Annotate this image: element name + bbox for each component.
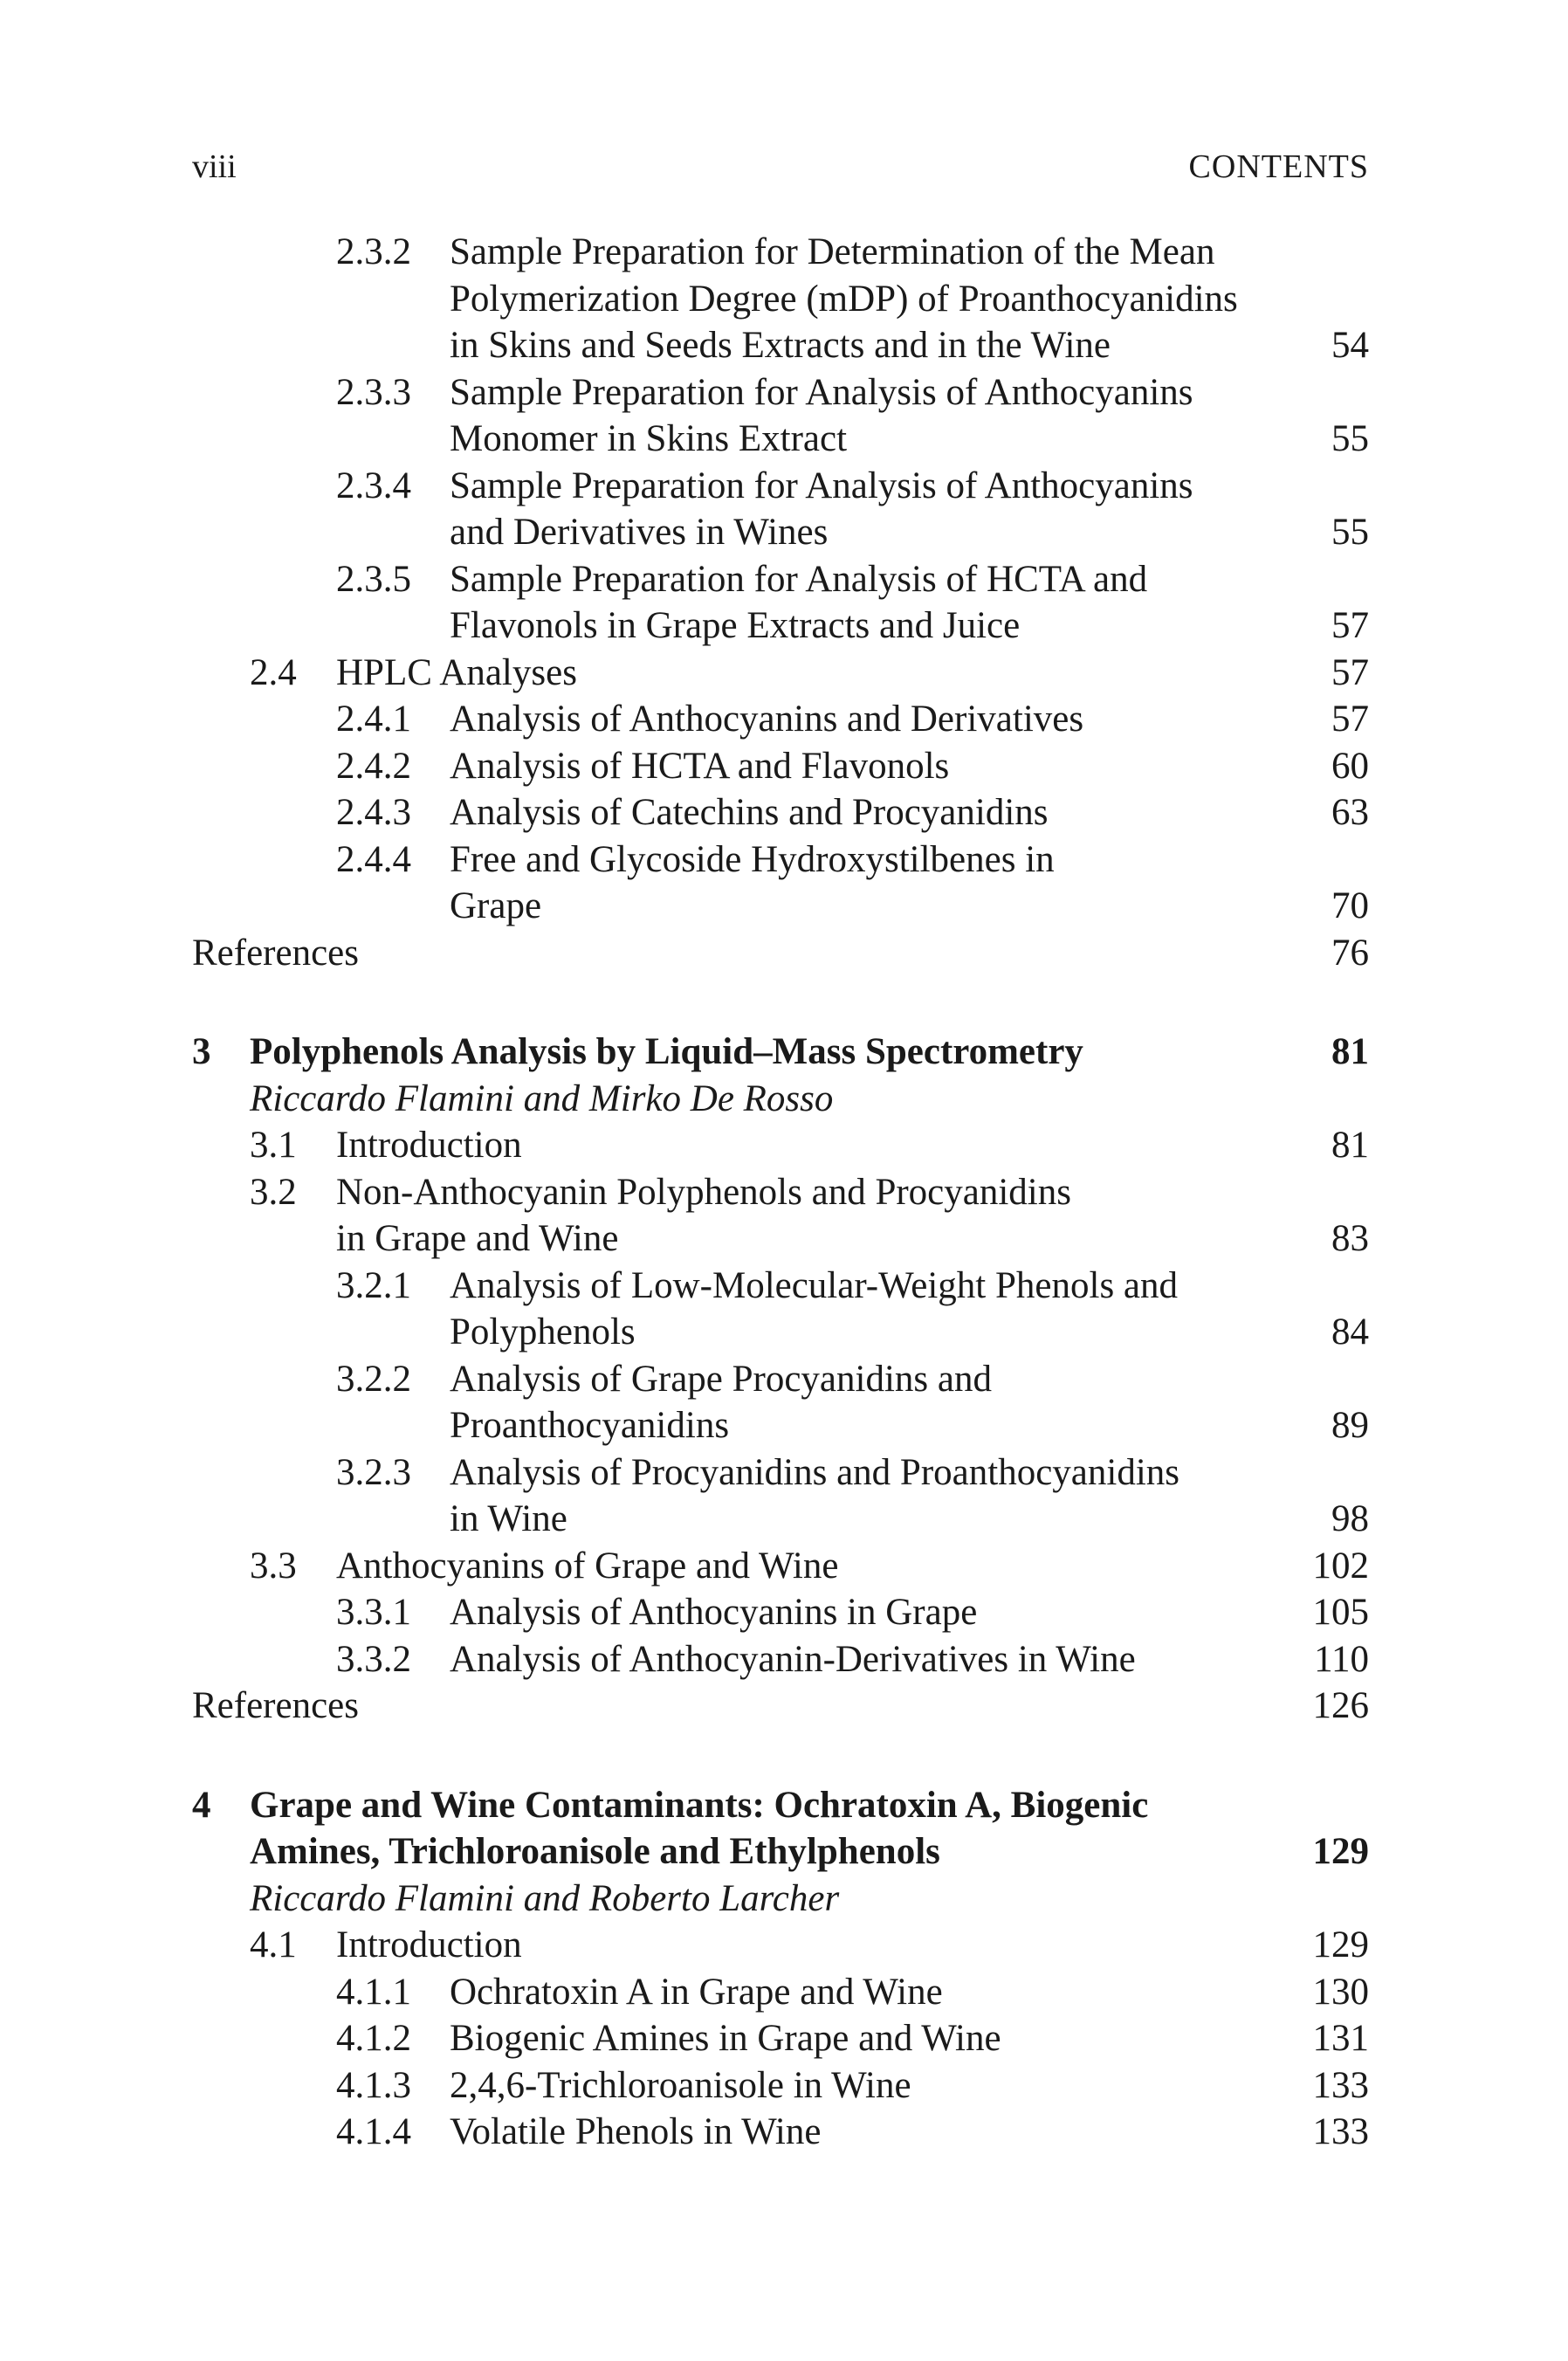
toc-line <box>192 836 1369 884</box>
toc-line <box>192 930 1369 977</box>
page-reference: 63 <box>1331 792 1369 833</box>
toc-line <box>192 1215 1369 1263</box>
page-reference: 57 <box>1331 651 1369 693</box>
section-title: Analysis of Grape Procyanidins and <box>450 1358 992 1400</box>
section-title: Biogenic Amines in Grape and Wine <box>450 2018 1001 2059</box>
toc-line <box>192 1828 1369 1876</box>
page-reference: 81 <box>1331 1125 1369 1166</box>
section-title: Grape <box>450 885 542 926</box>
section-number: 3.1 <box>250 1125 297 1166</box>
section-number: 3.2 <box>250 1171 297 1213</box>
page-reference: 102 <box>1312 1545 1369 1587</box>
section-title: Sample Preparation for Analysis of Anthocyanins <box>450 465 1193 506</box>
section-number: 2.4.3 <box>336 792 411 833</box>
section-title: Volatile Phenols in Wine <box>450 2111 822 2152</box>
section-title: 2,4,6-Trichloroanisole in Wine <box>450 2064 911 2106</box>
section-gap <box>192 976 1369 1029</box>
section-number: 2.4.4 <box>336 838 411 880</box>
toc-line <box>192 556 1369 603</box>
page-reference: 76 <box>1331 932 1369 974</box>
author-names: Riccardo Flamini and Mirko De Rosso <box>250 1077 834 1119</box>
section-title: References <box>192 932 359 974</box>
section-title: Analysis of Low-Molecular-Weight Phenols and <box>450 1264 1179 1306</box>
section-number: 4.1.3 <box>336 2064 411 2106</box>
section-title: Flavonols in Grape Extracts and Juice <box>450 605 1021 646</box>
toc-line <box>192 743 1369 790</box>
toc-entry <box>192 1969 1369 2016</box>
chapter-authors <box>192 1076 1369 1123</box>
toc-line <box>192 1263 1369 1310</box>
section-number: 2.4 <box>250 651 297 693</box>
toc-entry <box>192 1543 1369 1590</box>
page-reference: 133 <box>1312 2111 1369 2152</box>
toc-line <box>192 883 1369 930</box>
toc-line <box>192 1449 1369 1497</box>
toc-line <box>192 2015 1369 2062</box>
section-title: Analysis of Procyanidins and Proanthocyanidins <box>450 1451 1180 1493</box>
toc-entry <box>192 836 1369 930</box>
section-number: 4.1.4 <box>336 2111 411 2152</box>
toc-entry <box>192 789 1369 836</box>
section-number: 3 <box>192 1031 211 1072</box>
page-number: viii <box>192 148 237 185</box>
section-title: Introduction <box>336 1924 522 1965</box>
section-title: Anthocyanins of Grape and Wine <box>336 1545 839 1587</box>
toc-line <box>192 1922 1369 1969</box>
section-number: 2.4.1 <box>336 699 411 740</box>
page-reference: 54 <box>1331 325 1369 366</box>
page-reference: 129 <box>1312 1924 1369 1965</box>
section-title: Free and Glycoside Hydroxystilbenes in <box>450 838 1055 880</box>
section-title: Grape and Wine Contaminants: Ochratoxin A, Biogenic <box>250 1784 1149 1826</box>
toc-entry <box>192 743 1369 790</box>
toc-entry <box>192 556 1369 650</box>
toc-line <box>192 2062 1369 2110</box>
section-title: Analysis of Anthocyanins in Grape <box>450 1592 978 1633</box>
toc-line <box>192 509 1369 556</box>
section-title: in Skins and Seeds Extracts and in the Wine <box>450 325 1111 366</box>
section-gap <box>192 1730 1369 1782</box>
section-title: Analysis of Anthocyanins and Derivatives <box>450 699 1084 740</box>
section-title: References <box>192 1685 359 1726</box>
section-title: Polyphenols Analysis by Liquid–Mass Spectrometry <box>250 1031 1083 1072</box>
toc-entry <box>192 2109 1369 2156</box>
section-title: Analysis of Catechins and Procyanidins <box>450 792 1049 833</box>
section-title: Monomer in Skins Extract <box>450 418 848 459</box>
page-reference: 60 <box>1331 745 1369 787</box>
toc-line <box>192 2109 1369 2156</box>
section-title: Ochratoxin A in Grape and Wine <box>450 1971 943 2013</box>
toc-line <box>192 1076 1369 1123</box>
section-number: 2.4.2 <box>336 745 411 787</box>
toc-line <box>192 463 1369 510</box>
toc-entry <box>192 1449 1369 1543</box>
toc-line <box>192 322 1369 369</box>
section-title: Sample Preparation for Analysis of HCTA and <box>450 558 1148 600</box>
author-names: Riccardo Flamini and Roberto Larcher <box>250 1877 840 1919</box>
toc-line <box>192 696 1369 743</box>
section-title: in Grape and Wine <box>336 1218 619 1259</box>
page-reference: 57 <box>1331 699 1369 740</box>
page-reference: 130 <box>1312 1971 1369 2013</box>
toc-line <box>192 416 1369 463</box>
section-number: 3.2.2 <box>336 1358 411 1400</box>
toc-entry <box>192 696 1369 743</box>
toc-line <box>192 1969 1369 2016</box>
page-reference: 70 <box>1331 885 1369 926</box>
section-title: Non-Anthocyanin Polyphenols and Procyanidins <box>336 1171 1071 1213</box>
toc-line <box>192 602 1369 650</box>
section-number: 4.1.1 <box>336 1971 411 2013</box>
toc-line <box>192 1636 1369 1683</box>
page-reference: 126 <box>1312 1685 1369 1726</box>
toc-line <box>192 1876 1369 1923</box>
page-reference: 83 <box>1331 1218 1369 1259</box>
section-number: 3.2.3 <box>336 1451 411 1493</box>
toc-line <box>192 276 1369 323</box>
table-of-contents <box>192 229 1369 2156</box>
toc-line <box>192 650 1369 697</box>
section-number: 3.3.1 <box>336 1592 411 1633</box>
toc-line <box>192 1683 1369 1730</box>
chapter-authors <box>192 1876 1369 1923</box>
section-number: 4 <box>192 1784 211 1826</box>
page-reference: 133 <box>1312 2064 1369 2106</box>
section-number: 2.3.5 <box>336 558 411 600</box>
toc-line <box>192 1782 1369 1829</box>
chapter-heading <box>192 1029 1369 1076</box>
section-title: in Wine <box>450 1498 567 1539</box>
toc-line <box>192 1309 1369 1356</box>
section-title: Polymerization Degree (mDP) of Proanthocyanidins <box>450 278 1238 320</box>
section-number: 3.3 <box>250 1545 297 1587</box>
toc-entry <box>192 1169 1369 1263</box>
toc-line <box>192 1356 1369 1403</box>
toc-line <box>192 1122 1369 1169</box>
page-header <box>192 145 1369 189</box>
references-entry <box>192 930 1369 977</box>
page-reference: 84 <box>1331 1311 1369 1353</box>
running-head: CONTENTS <box>1188 148 1369 185</box>
toc-entry <box>192 1122 1369 1169</box>
section-number: 4.1.2 <box>336 2018 411 2059</box>
toc-entry <box>192 1589 1369 1636</box>
toc-entry <box>192 2062 1369 2110</box>
section-title: Sample Preparation for Determination of the Mean <box>450 231 1215 272</box>
page-reference: 98 <box>1331 1498 1369 1539</box>
section-number: 2.3.3 <box>336 371 411 413</box>
section-title: Amines, Trichloroanisole and Ethylphenols <box>250 1831 940 1872</box>
toc-entry <box>192 229 1369 369</box>
toc-entry <box>192 369 1369 463</box>
section-title: HPLC Analyses <box>336 651 577 693</box>
toc-entry <box>192 1356 1369 1449</box>
page-reference: 89 <box>1331 1405 1369 1446</box>
page-reference: 55 <box>1331 512 1369 553</box>
toc-entry <box>192 1636 1369 1683</box>
toc-line <box>192 1169 1369 1216</box>
section-number: 4.1 <box>250 1924 297 1965</box>
toc-line <box>192 1543 1369 1590</box>
section-title: Analysis of Anthocyanin-Derivatives in Wine <box>450 1638 1136 1680</box>
page-reference: 55 <box>1331 418 1369 459</box>
section-title: and Derivatives in Wines <box>450 512 829 553</box>
section-title: Analysis of HCTA and Flavonols <box>450 745 950 787</box>
section-number: 3.2.1 <box>336 1264 411 1306</box>
toc-entry <box>192 1263 1369 1356</box>
section-title: Polyphenols <box>450 1311 636 1353</box>
section-number: 2.3.4 <box>336 465 411 506</box>
page-reference: 105 <box>1312 1592 1369 1633</box>
toc-entry <box>192 1922 1369 1969</box>
toc-entry <box>192 463 1369 556</box>
toc-line <box>192 229 1369 276</box>
section-title: Sample Preparation for Analysis of Anthocyanins <box>450 371 1193 413</box>
section-number: 2.3.2 <box>336 231 411 272</box>
chapter-heading <box>192 1782 1369 1876</box>
toc-line <box>192 1589 1369 1636</box>
toc-entry <box>192 2015 1369 2062</box>
page-reference: 129 <box>1312 1831 1369 1872</box>
references-entry <box>192 1683 1369 1730</box>
section-title: Introduction <box>336 1125 522 1166</box>
page-reference: 131 <box>1312 2018 1369 2059</box>
toc-line <box>192 789 1369 836</box>
toc-line <box>192 1402 1369 1449</box>
section-number: 3.3.2 <box>336 1638 411 1680</box>
page-reference: 81 <box>1331 1031 1369 1072</box>
toc-line <box>192 1496 1369 1543</box>
toc-line <box>192 1029 1369 1076</box>
page-reference: 57 <box>1331 605 1369 646</box>
section-title: Proanthocyanidins <box>450 1405 730 1446</box>
page-reference: 110 <box>1314 1638 1369 1680</box>
toc-line <box>192 369 1369 416</box>
toc-entry <box>192 650 1369 697</box>
